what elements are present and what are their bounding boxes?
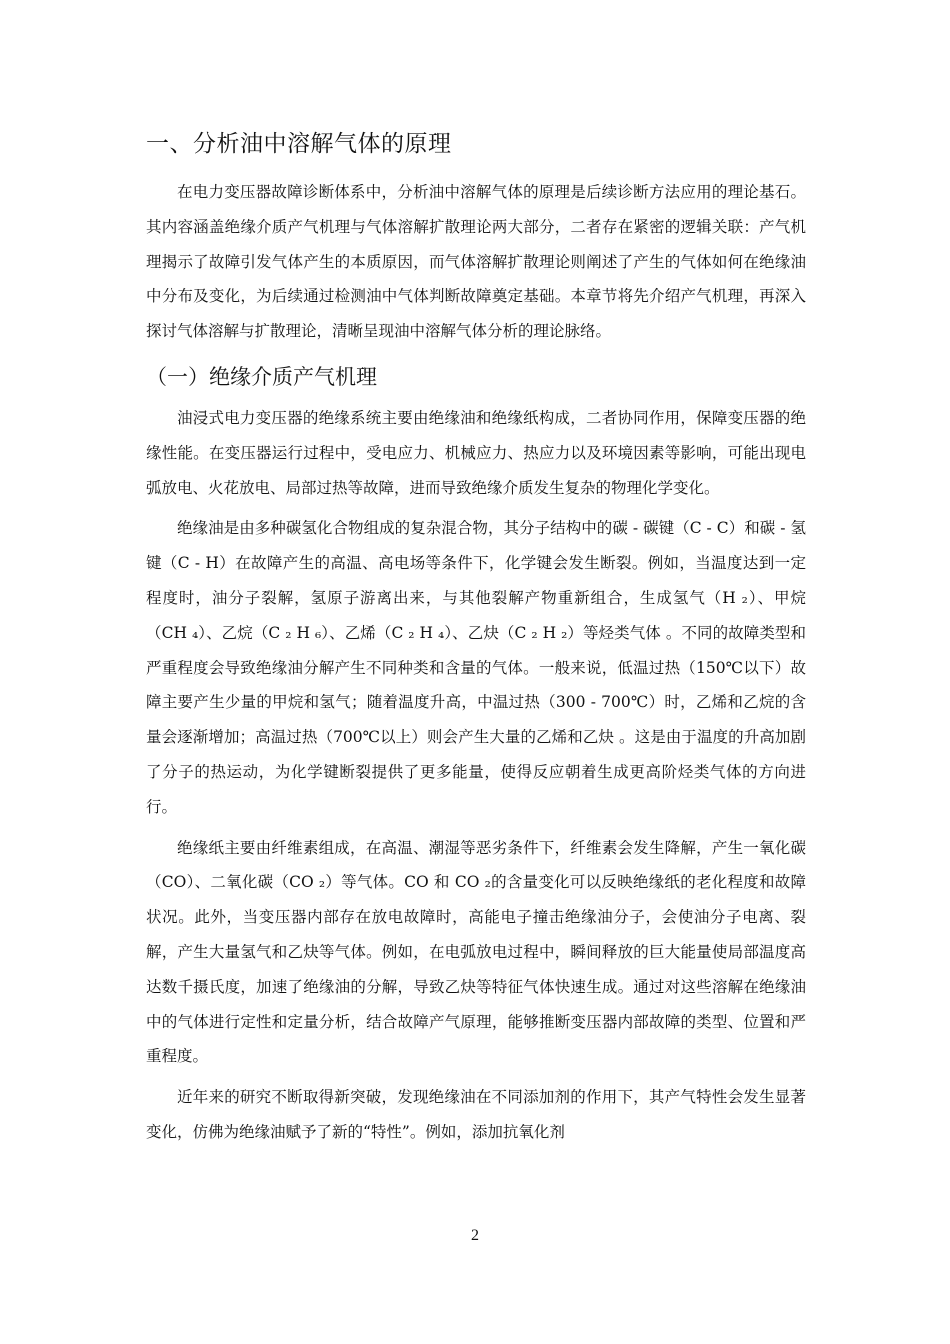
page-content xyxy=(146,127,806,1156)
page-number: 2 xyxy=(471,1227,479,1244)
body-paragraph: 近年来的研究不断取得新突破，发现绝缘油在不同添加剂的作用下，其产气特性会发生显著变化，仿佛为绝缘油赋予了新的“特性”。例如，添加抗氧化剂 xyxy=(146,1088,806,1141)
intro-paragraph: 在电力变压器故障诊断体系中，分析油中溶解气体的原理是后续诊断方法应用的理论基石。其内容涵盖绝缘介质产气机理与气体溶解扩散理论两大部分，二者存在紧密的逻辑关联：产气机理揭示了故障引发气体产生的本质原因，而气体溶解扩散理论则阐述了产生的气体如何在绝缘油中分布及变化，为后续通过检测油中气体判断故障奠定基础。本章节将先介绍产气机理，再深入探讨气体溶解与扩散理论，清晰呈现油中溶解气体分析的理论脉络。 xyxy=(146,183,806,341)
subsection-heading: （一）绝缘介质产气机理 xyxy=(146,364,377,389)
body-paragraph: 绝缘油是由多种碳氢化合物组成的复杂混合物，其分子结构中的碳 - 碳键（C - C）和碳 - 氢键（C - H）在故障产生的高温、高电场等条件下，化学键会发生断裂。例如，当温度达到一定程度时，油分子裂解，氢原子游离出来，与其他裂解产物重新组合，生成氢气（H ₂）、甲烷（CH ₄）、乙烷（C ₂ H ₆）、乙烯（C ₂ H ₄）、乙炔（C ₂ H ₂）等烃类气体 。不同的故障类型和严重程度会导致绝缘油分解产生不同种类和含量的气体。一般来说，低温过热（150℃以下）故障主要产生少量的甲烷和氢气；随着温度升高，中温过热（300 - 700℃）时，乙烯和乙烷的含量会逐渐增加；高温过热（700℃以上）则会产生大量的乙烯和乙炔 。这是由于温度的升高加剧了分子的热运动，为化学键断裂提供了更多能量，使得反应朝着生成更高阶烃类气体的方向进行。 xyxy=(146,519,806,816)
body-paragraph: 绝缘纸主要由纤维素组成，在高温、潮湿等恶劣条件下，纤维素会发生降解，产生一氧化碳（CO）、二氧化碳（CO ₂）等气体。CO 和 CO ₂的含量变化可以反映绝缘纸的老化程度和故障状况。此外，当变压器内部存在放电故障时，高能电子撞击绝缘油分子，会使油分子电离、裂解，产生大量氢气和乙炔等气体。例如，在电弧放电过程中，瞬间释放的巨大能量使局部温度高达数千摄氏度，加速了绝缘油的分解，导致乙炔等特征气体快速生成。通过对这些溶解在绝缘油中的气体进行定性和定量分析，结合故障产气原理，能够推断变压器内部故障的类型、位置和严重程度。 xyxy=(146,838,806,1066)
section-heading: 一、分析油中溶解气体的原理 xyxy=(146,131,452,157)
body-paragraph: 油浸式电力变压器的绝缘系统主要由绝缘油和绝缘纸构成，二者协同作用，保障变压器的绝缘性能。在变压器运行过程中，受电应力、机械应力、热应力以及环境因素等影响，可能出现电弧放电、火花放电、局部过热等故障，进而导致绝缘介质发生复杂的物理化学变化。 xyxy=(146,408,806,497)
